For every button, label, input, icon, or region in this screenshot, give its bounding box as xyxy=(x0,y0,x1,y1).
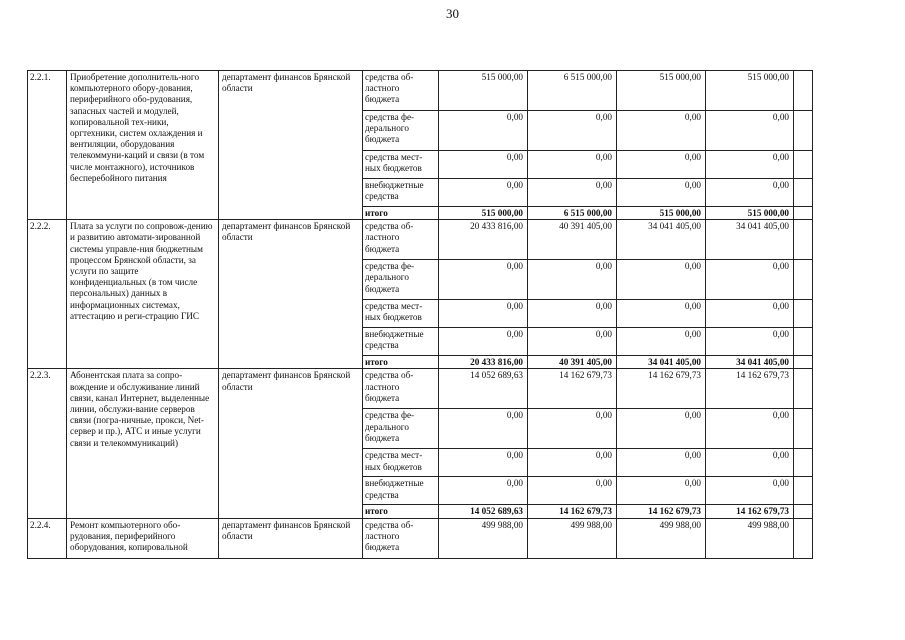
amount-cell: 0,00 xyxy=(706,111,794,151)
amount-cell: 499 988,00 xyxy=(528,518,617,558)
table-row xyxy=(28,369,813,409)
item-executor: департамент финансов Брянской области xyxy=(219,518,363,558)
amount-cell: 0,00 xyxy=(528,111,617,151)
amount-cell: 20 433 816,00 xyxy=(439,220,528,260)
table-row xyxy=(28,518,813,558)
funding-source: средства мест-ных бюджетов xyxy=(363,151,439,179)
amount-cell: 515 000,00 xyxy=(706,71,794,111)
funding-source: внебюджетные средства xyxy=(363,477,439,505)
amount-cell: 0,00 xyxy=(706,477,794,505)
empty-cell xyxy=(794,356,813,369)
amount-cell: 0,00 xyxy=(439,409,528,449)
funding-source: итого xyxy=(363,207,439,220)
amount-cell: 515 000,00 xyxy=(706,207,794,220)
item-executor: департамент финансов Брянской области xyxy=(219,220,363,369)
amount-cell: 14 162 679,73 xyxy=(528,505,617,518)
empty-cell xyxy=(794,220,813,260)
amount-cell: 0,00 xyxy=(617,300,706,328)
amount-cell: 0,00 xyxy=(439,151,528,179)
amount-cell: 14 052 689,63 xyxy=(439,369,528,409)
amount-cell: 0,00 xyxy=(439,477,528,505)
funding-source: средства мест-ных бюджетов xyxy=(363,300,439,328)
amount-cell: 0,00 xyxy=(617,111,706,151)
funding-source: средства мест-ных бюджетов xyxy=(363,449,439,477)
amount-cell: 0,00 xyxy=(617,409,706,449)
amount-cell: 0,00 xyxy=(528,151,617,179)
amount-cell: 0,00 xyxy=(528,179,617,207)
amount-cell: 0,00 xyxy=(617,151,706,179)
amount-cell: 0,00 xyxy=(528,409,617,449)
amount-cell: 0,00 xyxy=(706,260,794,300)
amount-cell: 0,00 xyxy=(617,449,706,477)
amount-cell: 0,00 xyxy=(439,449,528,477)
amount-cell: 0,00 xyxy=(439,260,528,300)
amount-cell: 0,00 xyxy=(528,260,617,300)
amount-cell: 14 162 679,73 xyxy=(706,505,794,518)
amount-cell: 0,00 xyxy=(439,179,528,207)
amount-cell: 0,00 xyxy=(706,409,794,449)
amount-cell: 0,00 xyxy=(617,179,706,207)
amount-cell: 14 052 689,63 xyxy=(439,505,528,518)
funding-source: внебюджетные средства xyxy=(363,179,439,207)
amount-cell: 515 000,00 xyxy=(617,207,706,220)
amount-cell: 0,00 xyxy=(439,300,528,328)
amount-cell: 40 391 405,00 xyxy=(528,356,617,369)
empty-cell xyxy=(794,300,813,328)
item-executor: департамент финансов Брянской области xyxy=(219,369,363,518)
amount-cell: 515 000,00 xyxy=(617,71,706,111)
empty-cell xyxy=(794,369,813,409)
amount-cell: 0,00 xyxy=(528,300,617,328)
budget-table xyxy=(27,70,813,559)
amount-cell: 0,00 xyxy=(439,328,528,356)
amount-cell: 0,00 xyxy=(706,328,794,356)
empty-cell xyxy=(794,111,813,151)
funding-source: итого xyxy=(363,505,439,518)
funding-source: итого xyxy=(363,356,439,369)
amount-cell: 0,00 xyxy=(617,260,706,300)
amount-cell: 14 162 679,73 xyxy=(528,369,617,409)
empty-cell xyxy=(794,505,813,518)
amount-cell: 40 391 405,00 xyxy=(528,220,617,260)
item-code: 2.2.1. xyxy=(28,71,67,220)
amount-cell: 20 433 816,00 xyxy=(439,356,528,369)
item-executor: департамент финансов Брянской области xyxy=(219,71,363,220)
empty-cell xyxy=(794,151,813,179)
item-name: Приобретение дополнитель-ного компьютерного обору-дования, периферийного обо-рудования, запасных частей и модулей, копировальной тех-ники, оргтехники, систем охлаждения и вентиляции, оборудования телекоммуни-каций и связи (в том числе монтажного), источников бесперебойного питания xyxy=(67,71,219,220)
empty-cell xyxy=(794,518,813,558)
amount-cell: 0,00 xyxy=(617,328,706,356)
item-name: Абонентская плата за сопро-вождение и обслуживание линий связи, канал Интернет, выделенные линии, обслужи-вание серверов связи (погра-ничные, прокси, Net-сервер и пр.), АТС и иные услуги связи и телекоммуникаций) xyxy=(67,369,219,518)
amount-cell: 499 988,00 xyxy=(706,518,794,558)
empty-cell xyxy=(794,477,813,505)
item-code: 2.2.4. xyxy=(28,518,67,558)
funding-source: средства об-ластного бюджета xyxy=(363,71,439,111)
empty-cell xyxy=(794,207,813,220)
empty-cell xyxy=(794,328,813,356)
empty-cell xyxy=(794,71,813,111)
amount-cell: 0,00 xyxy=(528,449,617,477)
amount-cell: 34 041 405,00 xyxy=(617,356,706,369)
amount-cell: 0,00 xyxy=(617,477,706,505)
funding-source: средства об-ластного бюджета xyxy=(363,369,439,409)
funding-source: средства фе-дерального бюджета xyxy=(363,111,439,151)
funding-source: средства фе-дерального бюджета xyxy=(363,409,439,449)
item-name: Плата за услуги по сопровож-дению и развитию автомати-зированной системы управле-ния бюджетным процессом Брянской области, за услуги по защите конфиденциальных (в том числе персональных) данных в информационных системах, аттестацию и реги-страцию ГИС xyxy=(67,220,219,369)
empty-cell xyxy=(794,179,813,207)
amount-cell: 14 162 679,73 xyxy=(706,369,794,409)
amount-cell: 0,00 xyxy=(528,477,617,505)
amount-cell: 34 041 405,00 xyxy=(617,220,706,260)
amount-cell: 499 988,00 xyxy=(617,518,706,558)
page-number: 30 xyxy=(446,6,459,21)
item-code: 2.2.2. xyxy=(28,220,67,369)
table-row xyxy=(28,220,813,260)
empty-cell xyxy=(794,260,813,300)
amount-cell: 6 515 000,00 xyxy=(528,207,617,220)
amount-cell: 14 162 679,73 xyxy=(617,505,706,518)
empty-cell xyxy=(794,449,813,477)
amount-cell: 499 988,00 xyxy=(439,518,528,558)
amount-cell: 0,00 xyxy=(706,300,794,328)
item-name: Ремонт компьютерного обо-рудования, периферийного оборудования, копировальной xyxy=(67,518,219,558)
amount-cell: 34 041 405,00 xyxy=(706,220,794,260)
amount-cell: 34 041 405,00 xyxy=(706,356,794,369)
empty-cell xyxy=(794,409,813,449)
amount-cell: 0,00 xyxy=(528,328,617,356)
funding-source: средства об-ластного бюджета xyxy=(363,518,439,558)
funding-source: средства фе-дерального бюджета xyxy=(363,260,439,300)
amount-cell: 0,00 xyxy=(706,151,794,179)
funding-source: средства об-ластного бюджета xyxy=(363,220,439,260)
amount-cell: 0,00 xyxy=(706,449,794,477)
funding-source: внебюджетные средства xyxy=(363,328,439,356)
amount-cell: 6 515 000,00 xyxy=(528,71,617,111)
amount-cell: 0,00 xyxy=(439,111,528,151)
amount-cell: 515 000,00 xyxy=(439,71,528,111)
amount-cell: 0,00 xyxy=(706,179,794,207)
table-row xyxy=(28,71,813,111)
amount-cell: 14 162 679,73 xyxy=(617,369,706,409)
amount-cell: 515 000,00 xyxy=(439,207,528,220)
item-code: 2.2.3. xyxy=(28,369,67,518)
